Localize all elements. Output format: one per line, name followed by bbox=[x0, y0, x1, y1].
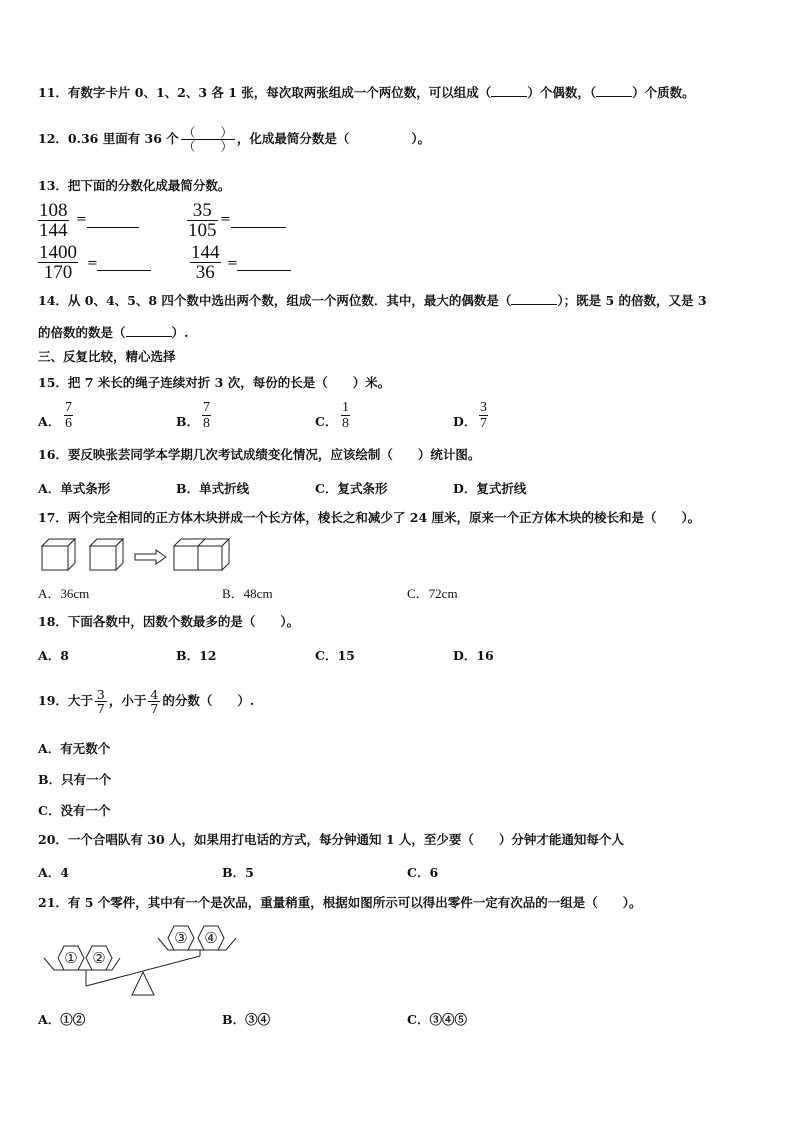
fraction-denominator: 8 bbox=[342, 416, 349, 431]
option-c[interactable]: C．复式条形 bbox=[315, 481, 388, 496]
balance-scale-diagram bbox=[40, 922, 250, 998]
option-c[interactable]: C．6 bbox=[407, 865, 439, 880]
question-12 bbox=[38, 118, 430, 160]
option-b[interactable]: B．只有一个 bbox=[38, 772, 112, 787]
question-number: 16． bbox=[38, 447, 68, 462]
blank-fraction[interactable] bbox=[181, 126, 235, 153]
fraction-denominator: 105 bbox=[188, 220, 217, 241]
question-20 bbox=[38, 832, 624, 848]
question-text: 把下面的分数化成最简分数。 bbox=[67, 178, 231, 193]
fraction-numerator: 7 bbox=[65, 400, 72, 415]
fraction-numerator: 144 bbox=[191, 242, 220, 263]
cube-icon bbox=[90, 539, 123, 570]
option-a[interactable]: A． bbox=[38, 414, 61, 429]
fraction-denominator: （ ） bbox=[182, 139, 233, 154]
question-14-continued bbox=[38, 324, 188, 341]
fraction-denominator: 170 bbox=[43, 262, 73, 283]
fraction-1400-170 bbox=[38, 243, 78, 282]
option-a[interactable]: A．①② bbox=[38, 1012, 86, 1027]
question-text: 从 0、4、5、8 四个数中选出两个数，组成一个两位数．其中，最大的偶数是（ bbox=[67, 293, 512, 308]
answer-line[interactable] bbox=[237, 269, 291, 271]
answer-line[interactable] bbox=[231, 226, 286, 228]
option-c[interactable]: C． bbox=[315, 414, 338, 429]
question-17 bbox=[38, 510, 700, 526]
fraction-numerator: 35 bbox=[187, 201, 218, 221]
equals-sign: = bbox=[227, 256, 238, 271]
fraction-numerator: 1400 bbox=[39, 242, 77, 263]
question-text: 把 7 米长的绳子连续对折 3 次，每份的长是（ ）米。 bbox=[67, 375, 391, 390]
question-15 bbox=[38, 375, 390, 391]
fraction-numerator: （ ） bbox=[182, 125, 233, 140]
fraction-4-7 bbox=[148, 688, 160, 715]
question-21 bbox=[38, 895, 642, 911]
question-16 bbox=[38, 447, 480, 463]
question-number: 14． bbox=[38, 293, 68, 308]
question-number: 20． bbox=[38, 832, 68, 847]
part-1-label: ① bbox=[64, 949, 78, 967]
fraction-numerator: 108 bbox=[39, 200, 68, 221]
fraction-144-36 bbox=[190, 243, 221, 282]
question-text: 要反映张芸同学本学期几次考试成绩变化情况，应该绘制（ ）统计图。 bbox=[67, 447, 481, 462]
question-number: 11． bbox=[38, 85, 68, 100]
option-b[interactable]: B．5 bbox=[222, 865, 254, 880]
question-number: 19． bbox=[38, 693, 68, 708]
fraction-denominator: 6 bbox=[65, 416, 72, 431]
question-number: 18． bbox=[38, 614, 68, 629]
question-text: 两个完全相同的正方体木块拼成一个长方体，棱长之和减少了 24 厘米，原来一个正方体木块的棱长和是（ ）。 bbox=[67, 510, 701, 525]
part-3-label: ③ bbox=[174, 929, 188, 947]
question-text: ）个偶数，（ bbox=[527, 85, 597, 100]
fraction-numerator: 4 bbox=[150, 687, 159, 702]
question-11 bbox=[38, 84, 695, 101]
question-text: ，小于 bbox=[108, 693, 147, 708]
question-number: 12． bbox=[38, 131, 68, 146]
option-c[interactable]: C．72cm bbox=[407, 586, 458, 601]
question-number: 17． bbox=[38, 510, 68, 525]
answer-blank[interactable] bbox=[491, 84, 527, 97]
question-text: 有数字卡片 0、1、2、3 各 1 张，每次取两张组成一个两位数，可以组成（ bbox=[67, 85, 492, 100]
question-text: ）；既是 5 的倍数，又是 3 bbox=[557, 293, 707, 308]
cube-icon bbox=[42, 539, 75, 570]
scale-fulcrum bbox=[132, 972, 154, 995]
option-c[interactable]: C．③④⑤ bbox=[407, 1012, 467, 1027]
fraction-numerator: 7 bbox=[203, 400, 210, 415]
fraction-35-105 bbox=[187, 201, 218, 240]
option-a[interactable]: A．36cm bbox=[38, 586, 90, 601]
option-b[interactable]: B．单式折线 bbox=[176, 481, 250, 496]
option-c-fraction bbox=[341, 400, 350, 431]
option-d[interactable]: D． bbox=[453, 414, 477, 429]
question-text: 一个合唱队有 30 人，如果用打电话的方式，每分钟通知 1 人，至少要（ ）分钟才能通知每个人 bbox=[67, 832, 624, 847]
equals-sign: = bbox=[87, 256, 98, 271]
question-text: 大于 bbox=[67, 693, 93, 708]
question-13 bbox=[38, 178, 230, 194]
option-a[interactable]: A．4 bbox=[38, 865, 69, 880]
question-text: ）个质数。 bbox=[632, 85, 695, 100]
question-text: 的分数（ ）. bbox=[162, 693, 255, 708]
option-b[interactable]: B．48cm bbox=[222, 586, 273, 601]
question-14 bbox=[38, 292, 707, 309]
option-a[interactable]: A．有无数个 bbox=[38, 741, 111, 756]
question-number: 15． bbox=[38, 375, 68, 390]
answer-blank[interactable] bbox=[511, 292, 557, 305]
option-a[interactable]: A．单式条形 bbox=[38, 481, 111, 496]
option-b-fraction bbox=[202, 400, 211, 431]
arrow-icon bbox=[135, 550, 166, 564]
cuboid-icon bbox=[174, 539, 229, 570]
question-text: 0.36 里面有 36 个 bbox=[67, 131, 179, 146]
question-19 bbox=[38, 683, 254, 719]
option-d[interactable]: D．复式折线 bbox=[453, 481, 527, 496]
fraction-denominator: 8 bbox=[203, 416, 210, 431]
answer-line[interactable] bbox=[87, 226, 139, 228]
answer-blank[interactable] bbox=[126, 324, 172, 337]
fraction-denominator: 36 bbox=[195, 262, 215, 283]
equals-sign: = bbox=[220, 212, 231, 227]
fraction-108-144 bbox=[38, 201, 69, 240]
answer-line[interactable] bbox=[97, 269, 151, 271]
fraction-numerator: 3 bbox=[480, 400, 487, 415]
question-number: 13． bbox=[38, 178, 68, 193]
question-text: ）. bbox=[171, 325, 189, 340]
fraction-numerator: 1 bbox=[342, 400, 349, 415]
question-18 bbox=[38, 614, 299, 630]
question-text: ）。 bbox=[411, 131, 431, 146]
option-d[interactable]: D．16 bbox=[453, 648, 494, 663]
question-number: 21． bbox=[38, 895, 68, 910]
option-d-fraction bbox=[479, 400, 488, 431]
option-b[interactable]: B． bbox=[176, 414, 200, 429]
fraction-denominator: 144 bbox=[39, 220, 68, 241]
section-title: 三、反复比较，精心选择 bbox=[38, 349, 176, 364]
fraction-3-7 bbox=[95, 688, 107, 715]
option-b[interactable]: B．12 bbox=[176, 648, 217, 663]
fraction-denominator: 7 bbox=[150, 701, 159, 716]
fraction-denominator: 7 bbox=[480, 416, 487, 431]
answer-blank[interactable] bbox=[596, 84, 632, 97]
option-c[interactable]: C．没有一个 bbox=[38, 803, 111, 818]
part-4-label: ④ bbox=[204, 929, 218, 947]
option-a-fraction bbox=[64, 400, 73, 431]
fraction-numerator: 3 bbox=[96, 687, 105, 702]
part-2-label: ② bbox=[92, 949, 106, 967]
fraction-denominator: 7 bbox=[96, 701, 105, 716]
option-b[interactable]: B．③④ bbox=[222, 1012, 271, 1027]
option-a[interactable]: A．8 bbox=[38, 648, 69, 663]
cube-diagram bbox=[38, 534, 238, 572]
question-text: 下面各数中，因数个数最多的是（ ）。 bbox=[67, 614, 300, 629]
equals-sign: = bbox=[76, 212, 87, 227]
question-text: 的倍数的数是（ bbox=[38, 325, 126, 340]
option-c[interactable]: C．15 bbox=[315, 648, 355, 663]
question-text: 有 5 个零件，其中有一个是次品，重量稍重，根据如图所示可以得出零件一定有次品的一组是（ ）。 bbox=[67, 895, 642, 910]
question-text: ，化成最简分数是（ bbox=[236, 131, 350, 146]
